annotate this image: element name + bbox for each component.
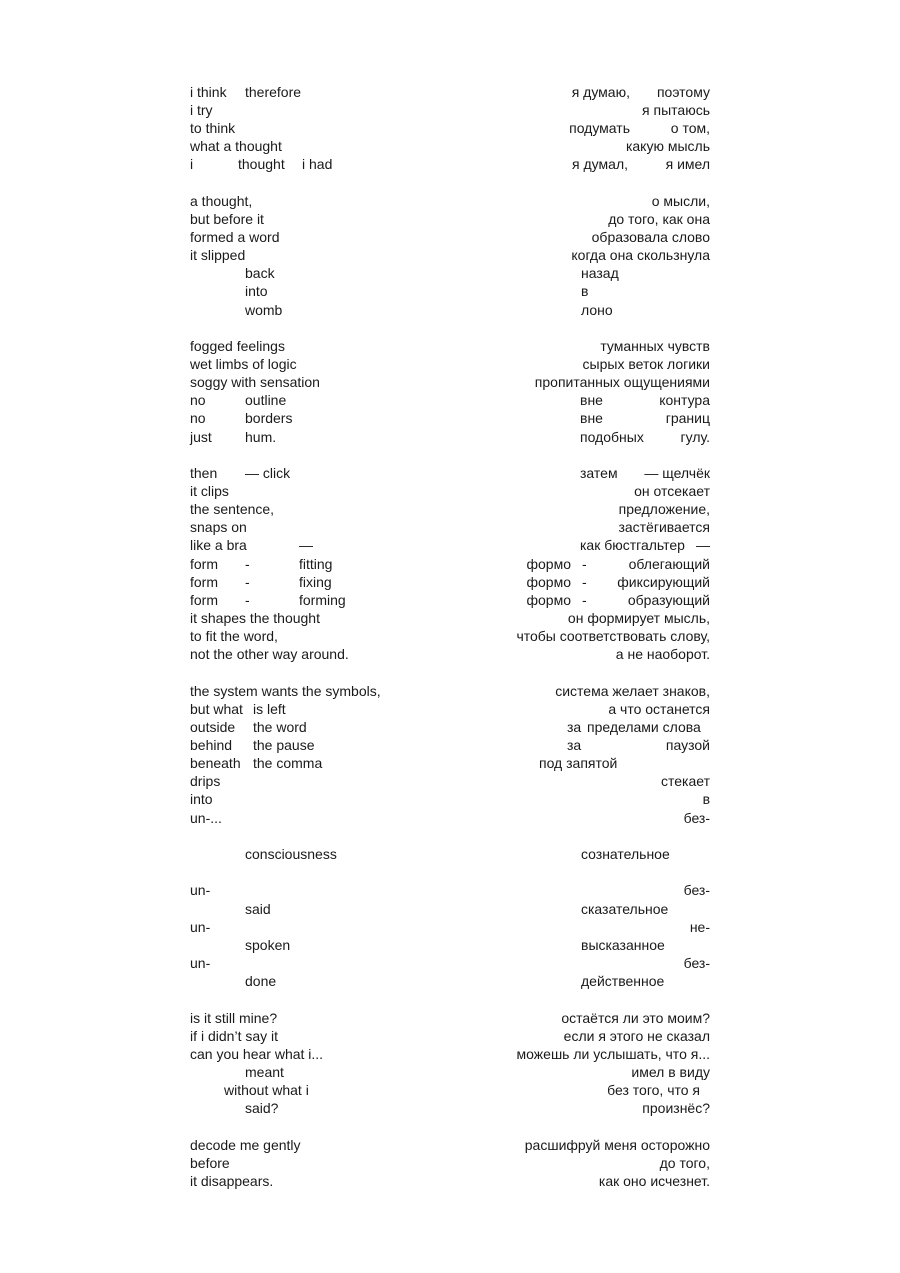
english-line-53-part-1: it disappears. bbox=[190, 1173, 274, 1189]
russian-line-27-part-1: он формирует мысль, bbox=[567, 610, 710, 626]
russian-line-48-part-1: имел в виду bbox=[631, 1064, 710, 1080]
english-line-34-part-1: beneath bbox=[190, 755, 241, 771]
english-line-1-part-2: therefore bbox=[245, 84, 302, 100]
english-line-23-part-2: — bbox=[299, 537, 313, 553]
english-line-16-part-1: no bbox=[190, 392, 206, 408]
english-line-14-part-1: wet limbs of logic bbox=[190, 356, 297, 372]
english-line-33-part-1: behind bbox=[190, 737, 233, 753]
english-line-19-part-2: — click bbox=[245, 465, 291, 481]
russian-line-16-part-2: контура bbox=[659, 392, 710, 408]
russian-line-21-part-1: предложение, bbox=[618, 501, 710, 517]
russian-line-5-part-1: я думал, bbox=[572, 156, 628, 172]
english-line-25-part-3: fixing bbox=[299, 574, 332, 590]
russian-line-24-part-3: облегающий bbox=[628, 556, 710, 572]
english-line-37-part-1: un-... bbox=[190, 810, 222, 826]
english-line-46-part-1: if bbox=[190, 1028, 197, 1044]
english-line-25-part-2: - bbox=[245, 574, 250, 590]
russian-line-35-part-1: стекает bbox=[661, 773, 710, 789]
russian-line-39-part-1: без- bbox=[683, 882, 710, 898]
russian-line-16-part-1: вне bbox=[580, 392, 603, 408]
english-line-27-part-1: it shapes the thought bbox=[190, 610, 320, 626]
english-line-24-part-1: form bbox=[190, 556, 218, 572]
russian-line-5-part-2: я имел bbox=[665, 156, 710, 172]
russian-line-28-part-1: чтобы соответствовать слову, bbox=[516, 628, 710, 644]
english-line-5-part-2: thought bbox=[238, 156, 285, 172]
english-line-18-part-1: just bbox=[190, 429, 212, 445]
russian-line-42-part-1: высказанное bbox=[581, 937, 665, 953]
english-line-11-part-1: into bbox=[245, 283, 268, 299]
english-line-29-part-1: not the other way around. bbox=[190, 646, 349, 662]
russian-line-17-part-1: вне bbox=[580, 410, 603, 426]
english-line-26-part-1: form bbox=[190, 592, 218, 608]
russian-line-43-part-1: без- bbox=[683, 955, 710, 971]
english-line-35-part-1: drips bbox=[190, 773, 221, 789]
russian-line-9-part-1: когда она скользнула bbox=[571, 247, 710, 263]
english-line-45-part-1: is it still mine? bbox=[190, 1010, 278, 1026]
russian-line-18-part-2: гулу. bbox=[680, 429, 710, 445]
russian-line-32-part-2: пределами слова bbox=[587, 719, 701, 735]
russian-line-25-part-3: фиксирующий bbox=[617, 574, 710, 590]
english-line-51-part-1: decode me gently bbox=[190, 1137, 301, 1153]
english-line-44-part-1: done bbox=[245, 973, 277, 989]
english-line-2-part-1: i try bbox=[190, 102, 213, 118]
russian-line-33-part-2: паузой bbox=[665, 737, 710, 753]
russian-line-53-part-1: как оно исчезнет. bbox=[598, 1173, 710, 1189]
english-line-8-part-1: formed a word bbox=[190, 229, 280, 245]
russian-line-33-part-1: за bbox=[567, 737, 582, 753]
english-line-20-part-1: it clips bbox=[190, 483, 229, 499]
russian-line-20-part-1: он отсекает bbox=[634, 483, 710, 499]
russian-line-6-part-1: о мысли, bbox=[651, 193, 710, 209]
english-line-34-part-2: the comma bbox=[253, 755, 323, 771]
english-line-5-part-1: i bbox=[190, 156, 194, 172]
russian-line-46-part-1: если я этого не сказал bbox=[563, 1028, 710, 1044]
english-line-33-part-2: the pause bbox=[253, 737, 315, 753]
english-line-43-part-1: un- bbox=[190, 955, 211, 971]
english-line-15-part-1: soggy with sensation bbox=[190, 374, 320, 390]
english-line-16-part-2: outline bbox=[245, 392, 287, 408]
english-line-46-part-2: i didn’t say it bbox=[201, 1028, 279, 1044]
russian-line-14-part-1: сырых веток логики bbox=[582, 356, 710, 372]
russian-line-40-part-1: сказательное bbox=[581, 901, 669, 917]
russian-line-1-part-2: поэтому bbox=[656, 84, 710, 100]
english-line-32-part-1: outside bbox=[190, 719, 236, 735]
english-line-21-part-1: the sentence, bbox=[190, 501, 275, 517]
russian-line-37-part-1: без- bbox=[683, 810, 710, 826]
english-line-7-part-1: but before it bbox=[190, 211, 264, 227]
russian-line-2-part-1: я пытаюсь bbox=[642, 102, 710, 118]
english-line-26-part-2: - bbox=[245, 592, 250, 608]
russian-line-3-part-1: подумать bbox=[569, 120, 630, 136]
russian-line-26-part-1: формо bbox=[526, 592, 571, 608]
english-line-6-part-1: a thought, bbox=[190, 193, 253, 209]
russian-line-24-part-2: - bbox=[582, 556, 587, 572]
russian-line-25-part-2: - bbox=[582, 574, 587, 590]
russian-line-23-part-2: — bbox=[696, 537, 710, 553]
russian-line-1-part-1: я думаю, bbox=[571, 84, 630, 100]
english-line-32-part-2: the word bbox=[253, 719, 307, 735]
russian-line-22-part-1: застёгивается bbox=[618, 519, 710, 535]
russian-line-30-part-1: система желает знаков, bbox=[555, 683, 710, 699]
english-line-39-part-1: un- bbox=[190, 882, 211, 898]
english-line-24-part-2: - bbox=[245, 556, 250, 572]
russian-line-26-part-2: - bbox=[582, 592, 587, 608]
russian-line-34-part-1: под запятой bbox=[539, 755, 618, 771]
russian-line-31-part-1: а что останется bbox=[608, 701, 710, 717]
russian-line-4-part-1: какую мысль bbox=[625, 138, 710, 154]
russian-line-41-part-1: не- bbox=[689, 919, 710, 935]
english-line-30-part-1: the system wants the symbols, bbox=[190, 683, 381, 699]
english-line-13-part-1: fogged feelings bbox=[190, 338, 285, 354]
english-line-24-part-3: fitting bbox=[299, 556, 333, 572]
russian-line-24-part-1: формо bbox=[526, 556, 571, 572]
russian-line-11-part-1: в bbox=[581, 283, 589, 299]
russian-line-38-part-1: сознательное bbox=[581, 846, 670, 862]
russian-line-36-part-1: в bbox=[702, 791, 710, 807]
english-line-36-part-1: into bbox=[190, 791, 213, 807]
russian-line-8-part-1: образовала слово bbox=[591, 229, 710, 245]
english-line-22-part-1: snaps on bbox=[190, 519, 247, 535]
english-line-48-part-1: meant bbox=[245, 1064, 284, 1080]
russian-line-12-part-1: лоно bbox=[581, 302, 613, 318]
russian-line-26-part-3: образующий bbox=[627, 592, 710, 608]
russian-line-29-part-1: а не наоборот. bbox=[615, 646, 710, 662]
english-line-12-part-1: womb bbox=[245, 302, 283, 318]
russian-line-47-part-1: можешь ли услышать, что я... bbox=[516, 1046, 710, 1062]
english-line-5-part-3: i had bbox=[302, 156, 333, 172]
english-line-40-part-1: said bbox=[245, 901, 271, 917]
english-line-47-part-1: can you hear what i... bbox=[190, 1046, 324, 1062]
english-line-31-part-1: but what bbox=[190, 701, 243, 717]
russian-line-18-part-1: подобных bbox=[580, 429, 644, 445]
russian-line-19-part-2: — щелчёк bbox=[644, 465, 710, 481]
english-line-9-part-1: it slipped bbox=[190, 247, 246, 263]
english-line-23-part-1: like a bra bbox=[190, 537, 247, 553]
russian-line-32-part-1: за bbox=[567, 719, 582, 735]
russian-line-44-part-1: действенное bbox=[581, 973, 665, 989]
english-line-3-part-1: to think bbox=[190, 120, 236, 136]
english-line-19-part-1: then bbox=[190, 465, 218, 481]
english-line-1-part-1: i think bbox=[190, 84, 227, 100]
russian-line-50-part-1: произнёс? bbox=[642, 1100, 710, 1116]
russian-line-23-part-1: как бюстгальтер bbox=[580, 537, 685, 553]
english-line-18-part-2: hum. bbox=[245, 429, 277, 445]
english-line-49-part-1: without what i bbox=[224, 1082, 309, 1098]
english-line-17-part-2: borders bbox=[245, 410, 293, 426]
russian-line-25-part-1: формо bbox=[526, 574, 571, 590]
russian-line-17-part-2: границ bbox=[665, 410, 710, 426]
russian-line-10-part-1: назад bbox=[581, 265, 619, 281]
russian-line-15-part-1: пропитанных ощущениями bbox=[534, 374, 710, 390]
english-line-28-part-1: to fit the word, bbox=[190, 628, 278, 644]
russian-line-49-part-1: без того, что я bbox=[607, 1082, 700, 1098]
russian-line-45-part-1: остаётся ли это моим? bbox=[561, 1010, 710, 1026]
english-line-26-part-3: forming bbox=[299, 592, 346, 608]
english-line-38-part-1: consciousness bbox=[245, 846, 337, 862]
english-line-25-part-1: form bbox=[190, 574, 218, 590]
english-line-10-part-1: back bbox=[245, 265, 275, 281]
russian-line-52-part-1: до того, bbox=[659, 1155, 710, 1171]
english-line-50-part-1: said? bbox=[245, 1100, 279, 1116]
english-line-42-part-1: spoken bbox=[245, 937, 291, 953]
english-line-41-part-1: un- bbox=[190, 919, 211, 935]
russian-line-13-part-1: туманных чувств bbox=[600, 338, 710, 354]
russian-line-19-part-1: затем bbox=[580, 465, 618, 481]
english-line-52-part-1: before bbox=[190, 1155, 230, 1171]
russian-line-51-part-1: расшифруй меня осторожно bbox=[524, 1137, 710, 1153]
english-line-17-part-1: no bbox=[190, 410, 206, 426]
english-line-4-part-1: what a thought bbox=[190, 138, 282, 154]
russian-line-7-part-1: до того, как она bbox=[608, 211, 710, 227]
russian-line-3-part-2: о том, bbox=[670, 120, 710, 136]
english-line-31-part-2: is left bbox=[253, 701, 286, 717]
